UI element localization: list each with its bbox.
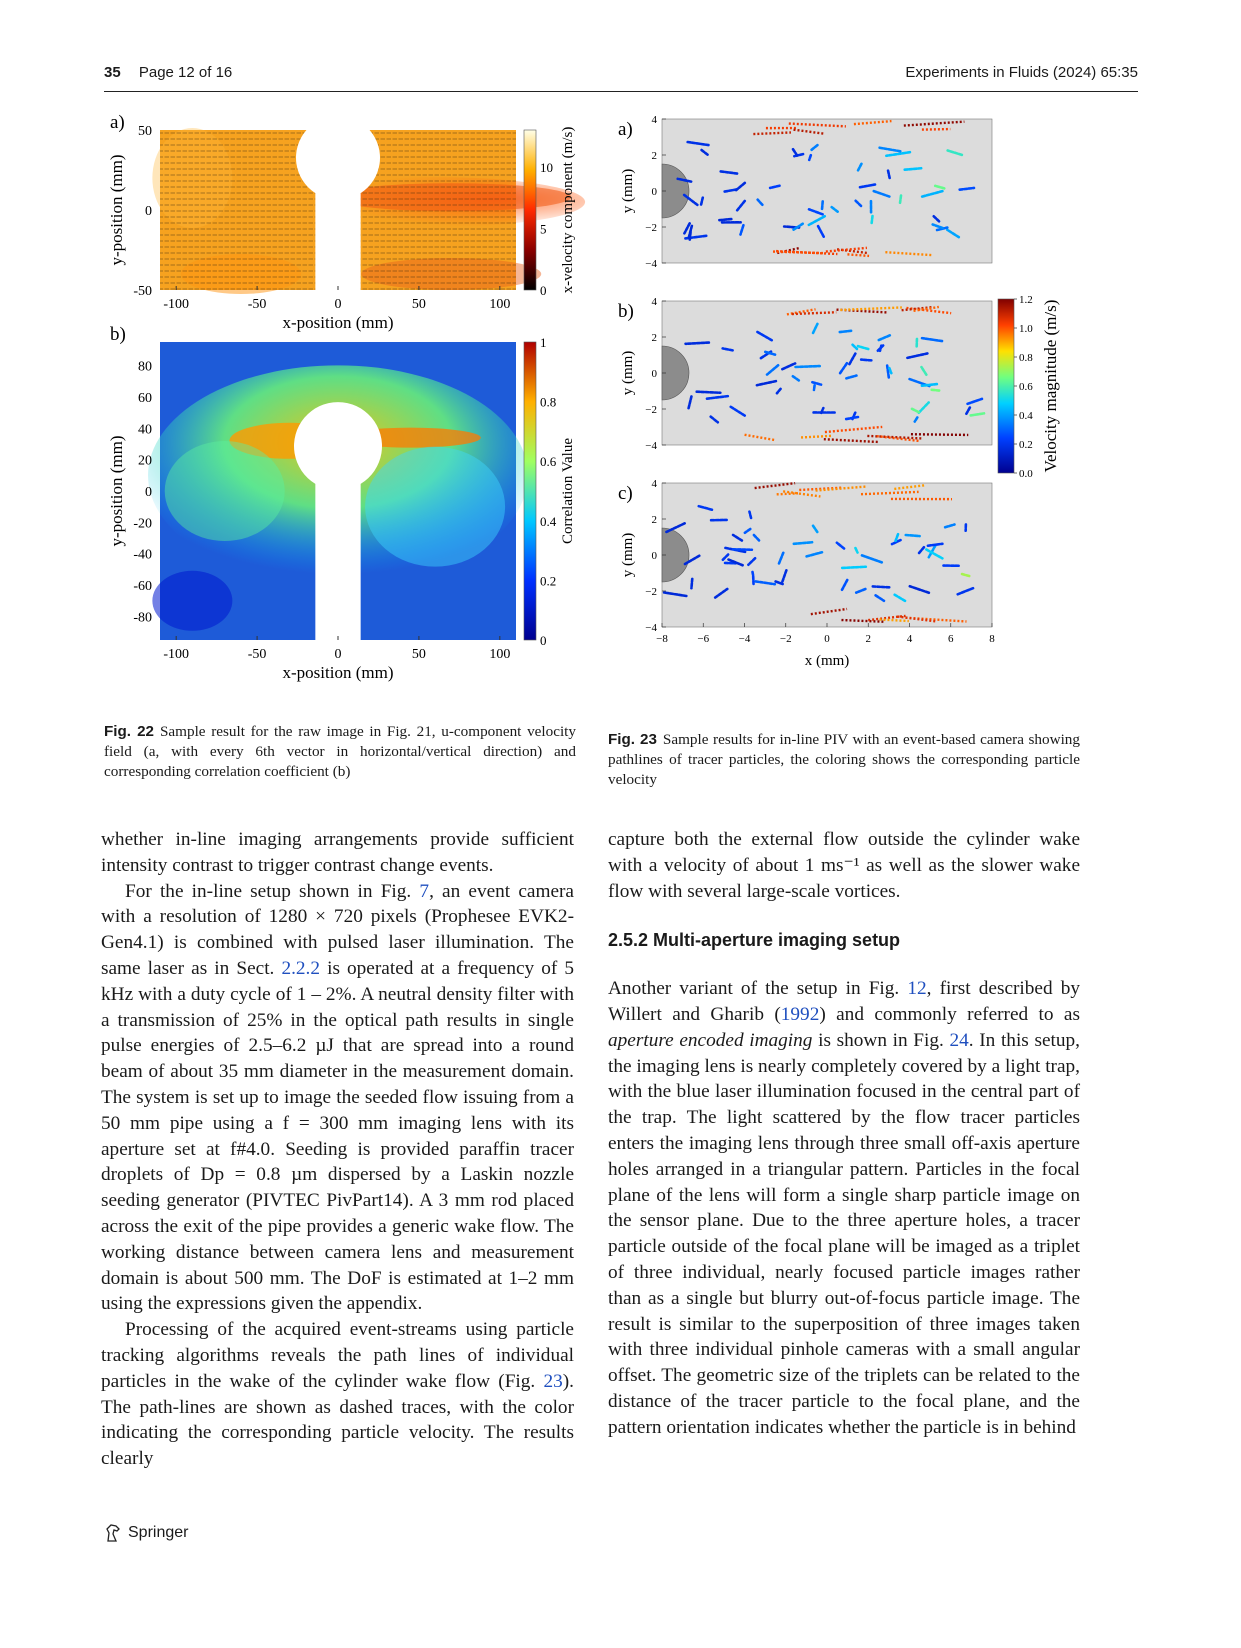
left-paragraph-2: For the in-line setup shown in Fig. 7, an event camera with a resolution of 1280 × 720 pixels (Prophesee EVK2-Gen4.1) is combined with pulsed laser illumination. The same laser as in Sect. 2.2.2 is operated at a frequency of 5 kHz with a duty cycle of 1 – 2%. A neutral density filter with a transmission of 25% in the optical path results in single pulse energies of 2.5–6.2 µJ that are spread into a round beam of about 35 mm diameter in the measurement domain. The system is set up to image the seeded flow issuing from a 50 mm pipe using a f = 300 mm imaging lens with its aperture set at f#4.0. Seeding is provided paraffin tracer droplets of Dp = 0.8 µm dispersed by a Laskin nozzle seeding generator (PIVTEC PivPart14). A 3 mm rod placed across the exit of the pipe provides a generic wake flow. The working distance between camera lens and measurement domain is about 500 mm. The DoF is estimated at 1–2 mm using the expressions given the appendix. [101,880,574,1315]
right-text-column [608,827,1080,1441]
colorbar-tick-label: 0.8 [1019,352,1033,364]
fig22-caption-label: Fig. 22 [104,723,154,740]
y-tick-label: 4 [651,114,657,126]
y-tick-label: 0 [651,368,657,380]
panel-label: a) [618,119,633,140]
pathline [809,155,811,160]
pathline [697,392,721,393]
x-tick-label: 0 [824,633,830,645]
heatmap-region [165,441,285,541]
pathline [701,198,703,205]
colorbar-tick-label: 0.6 [540,454,557,470]
y-tick-label: −2 [645,586,657,598]
pathline [888,171,890,178]
y-tick-label: 20 [138,453,152,469]
y-tick-label: −4 [645,258,657,270]
pathline [718,219,731,220]
colorbar-tick-label: 0.6 [1019,381,1033,393]
x-tick-label: 6 [948,633,954,645]
y-tick-label: −2 [645,404,657,416]
heatmap-region [152,571,232,631]
x-axis-label: x-position (mm) [282,663,394,682]
right-paragraph-1: capture both the external flow outside the cylinder wake with a velocity of about 1 ms⁻¹ as well as the slower wake flow with several large-scale vortices. [608,829,1080,902]
x-tick-label: −8 [656,633,668,645]
y-tick-label: -50 [133,284,152,299]
y-tick-label: 0 [145,204,152,219]
y-tick-label: −2 [645,222,657,234]
y-tick-label: −4 [645,622,657,634]
y-tick-label: 4 [651,296,657,308]
colorbar-tick-label: 5 [540,221,547,237]
fig-23-link[interactable]: 23 [543,1370,563,1392]
sect-2-2-2-link[interactable]: 2.2.2 [281,957,321,979]
pathline [900,196,901,203]
publisher-name: Springer [128,1524,189,1541]
fig-12-link[interactable]: 12 [907,978,927,1000]
colorbar [998,299,1014,473]
x-tick-label: 2 [865,633,871,645]
fig23-caption-label: Fig. 23 [608,731,657,748]
pathline [842,567,866,568]
page-label: Page 12 of 16 [138,64,233,81]
panel-label: b) [618,301,634,322]
x-tick-label: 100 [489,647,511,662]
y-axis-label: y (mm) [620,168,636,214]
x-tick-label: 50 [411,297,426,312]
x-tick-label: 0 [334,647,342,662]
y-tick-label: 0 [651,186,657,198]
panel-label: c) [618,483,633,504]
fig-24-link[interactable]: 24 [949,1029,969,1051]
pathline [686,343,709,344]
x-tick-label: −6 [697,633,710,645]
fig23-panels [618,114,1060,669]
x-tick-label: 4 [906,633,913,645]
y-tick-label: 40 [138,422,152,438]
journal-name: Experiments in Fluids (2024) 65:35 [905,64,1138,81]
pathline [880,346,881,351]
heatmap-region [365,447,505,567]
pathline [904,168,921,170]
y-tick-label: -80 [133,610,152,626]
section-heading: 2.5.2 Multi-aperture imaging setup [608,930,901,951]
colorbar-tick-label: 0.8 [540,394,557,410]
colorbar-tick-label: 1.0 [1019,323,1033,335]
pathline [861,360,871,361]
springer-horse-icon [104,1523,122,1543]
pathline-field [662,483,992,627]
x-tick-label: -50 [247,297,267,312]
pathline [960,188,974,190]
y-axis-label: y (mm) [620,532,636,578]
colorbar-tick-label: 10 [540,159,553,175]
right-paragraph-2: Another variant of the setup in Fig. 12, first described by Willert and Gharib (1992) and commonly referred to as aperture encoded imaging is shown in Fig. 24. In this setup, the imaging lens is nearly completely covered by a light trap, with the blue laser illumination focused in the central part of the trap. The light scattered by the flow tracer particles enters the imaging lens through three small off-axis aperture holes arranged in a triangular pattern. Particles in the focal plane of the lens will form a single sharp particle image on the sensor plane. Due to the three aperture holes, a tracer particle outside of the focal plane will be imaged as a triplet of three individual, nearly focused particle images rather than as a single but blurry out-of-focus particle image. The result is similar to the superposition of three images taken with three individual pinhole cameras with a small angular offset. The geometric size of the triplets can be related to the distance of the tracer particle to the focal plane, and the pattern orientation indicates whether the particle is in behind [608,978,1081,1438]
fig23-caption [608,730,1080,790]
x-tick-label: 100 [489,297,511,312]
left-paragraph-1: whether in-line imaging arrangements provide sufficient intensity contrast to trigger contrast change events. [101,829,574,876]
pathline [752,571,753,575]
pathline [906,535,920,536]
x-tick-label: 0 [334,297,342,312]
header-rule [104,91,1138,92]
colorbar [524,130,536,290]
pathline [796,366,820,367]
colorbar-tick-label: 1 [540,335,547,350]
y-tick-label: 60 [138,390,152,406]
x-tick-label: 50 [411,647,426,662]
fig-7-link[interactable]: 7 [419,880,430,902]
x-tick-label: -100 [163,647,190,662]
y-tick-label: -40 [133,547,152,563]
pathline [873,586,889,587]
fig22-caption [104,722,576,782]
figure-23 [612,112,1140,712]
y-tick-label: 50 [138,124,152,139]
y-tick-label: -20 [133,516,152,532]
running-header [104,64,1138,90]
y-tick-label: 0 [145,485,152,500]
y-tick-label: 4 [651,478,657,490]
y-tick-label: 0 [651,550,657,562]
pathline [840,331,851,332]
x-axis-label: x-position (mm) [282,313,394,332]
colorbar-tick-label: 0.2 [540,573,557,589]
y-axis-label: y-position (mm) [107,435,126,547]
fig22-caption-text: Sample result for the raw image in Fig. 21, u-component velocity field (a, with every 6th vector in horizontal/vertical direction) and corresponding correlation coefficient (b) [104,723,576,780]
pathline [749,512,751,518]
panel-label: a) [110,112,125,133]
y-tick-label: −4 [645,440,657,452]
pathline [872,216,873,223]
panel-label: b) [110,324,126,345]
page-number: 35 [104,64,121,81]
pathline [814,385,815,390]
colorbar-tick-label: 0 [540,633,547,648]
left-paragraph-3: Processing of the acquired event-streams using particle tracking algorithms reveals the path lines of individual particles in the wake of the cylinder wake flow (Fig. 23). The path-lines are shown as dashed traces, with the color indicating the corresponding particle velocity. The results clearly [101,1319,574,1470]
colorbar-label: Correlation Value [560,438,576,544]
colorbar-tick-label: 0.0 [1019,468,1033,480]
pathline [911,434,968,435]
colorbar-tick-label: 0.2 [1019,439,1033,451]
willert-1992-link[interactable]: 1992 [780,1003,820,1025]
y-tick-label: -60 [133,579,152,595]
left-text-column [101,827,574,1472]
fig23-caption-text: Sample results for in-line PIV with an event-based camera showing pathlines of tracer particles, the coloring shows the corresponding particle velocity [608,731,1080,788]
pathline [691,579,692,588]
figure-22 [104,112,586,702]
x-tick-label: -100 [163,297,190,312]
pathline [794,542,812,544]
pathline [932,390,941,391]
y-axis-label: y (mm) [620,350,636,396]
colorbar [524,342,536,640]
y-tick-label: 2 [651,332,657,344]
x-tick-label: -50 [247,647,267,662]
y-tick-label: 2 [651,150,657,162]
fig22-panel-b [107,324,576,682]
x-tick-label: 8 [989,633,995,645]
x-axis-label: x (mm) [804,653,850,669]
pathline-field [662,301,992,445]
y-tick-label: 2 [651,514,657,526]
fig22-panel-a [107,112,585,332]
colorbar-tick-label: 0.4 [1019,410,1033,422]
x-tick-label: −4 [738,633,751,645]
y-tick-label: 80 [138,359,152,375]
pathline [822,200,823,209]
colorbar-label: x-velocity component (m/s) [560,126,576,294]
colorbar-tick-label: 0 [540,283,547,298]
x-tick-label: −2 [779,633,792,645]
colorbar-label: Velocity magnitude (m/s) [1041,299,1060,473]
colorbar-tick-label: 0.4 [540,513,557,529]
colorbar-tick-label: 1.2 [1019,294,1033,306]
footer [104,1523,188,1543]
y-axis-label: y-position (mm) [107,154,126,266]
